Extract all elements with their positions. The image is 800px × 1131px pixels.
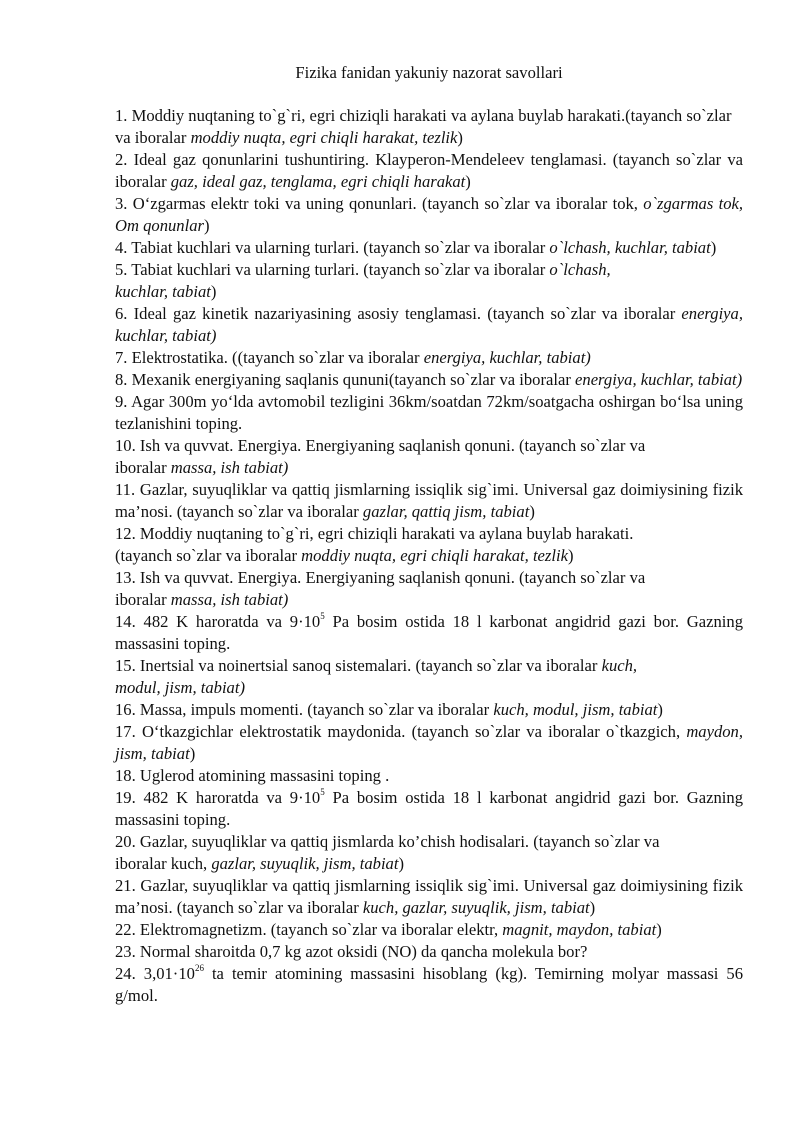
question-text: Tabiat kuchlari va ularning turlari. (tayanch so`zlar va iboralar [131,238,550,257]
question-text: ) [567,546,574,565]
question-number: 19. [115,788,144,807]
question-number: 5. [115,260,132,279]
question-item [115,259,743,303]
question-number: 17. [115,722,142,741]
question-item [115,523,743,567]
question-text: iboralar [115,458,171,477]
question-number: 10. [115,436,140,455]
question-item [115,303,743,347]
question-item [115,721,743,765]
keywords-italic: o`lchash, [549,260,611,279]
question-item [115,193,743,237]
question-number: 6. [115,304,134,323]
question-item [115,611,743,655]
question-text: Agar 300m yo‘lda avtomobil tezligini 36km/soatdan 72km/soatgacha oshirgan bo‘lsa uning tezlanishini toping. [115,392,743,433]
question-text: Inertsial va noinertsial sanoq sistemalari. (tayanch so`zlar va iboralar [139,656,602,675]
question-number: 3. [115,194,133,213]
question-text: ) [589,898,596,917]
keywords-italic: o`zgarmas tok, Om qonunlar [115,194,744,235]
keywords-italic: kuch, gazlar, suyuqlik, jism, tabiat [362,898,590,917]
question-text: Ish va quvvat. Energiya. Energiyaning saqlanish qonuni. (tayanch so`zlar va [139,436,646,455]
question-item [115,919,743,941]
question-text: Mexanik energiyaning saqlanis qununi(tayanch so`zlar va iboralar [131,370,576,389]
keywords-italic: moddiy nuqta, egri chiqli harakat, tezlik [190,128,458,147]
question-item [115,369,743,391]
question-item [115,699,743,721]
question-item [115,435,743,479]
question-text: Massa, impuls momenti. (tayanch so`zlar va iboralar [139,700,494,719]
question-text: Gazlar, suyuqliklar va qattiq jismlarning issiqlik sig`imi. Universal gaz doimiysining fizik ma’nosi. (tayanch so`zlar va iboralar [115,876,743,917]
question-list [115,105,743,1007]
keywords-italic: energiya, kuchlar, tabiat) [423,348,591,367]
question-item [115,655,743,699]
keywords-italic: energiya, kuchlar, tabiat) [575,370,743,389]
question-text: Normal sharoitda 0,7 kg azot oksidi (NO) da qancha molekula bor? [139,942,588,961]
keywords-italic: gazlar, suyuqlik, jism, tabiat [211,854,399,873]
question-text: (tayanch so`zlar va iboralar [115,106,732,147]
keywords-italic: maydon, jism, tabiat [115,722,743,763]
question-number: 2. [115,150,134,169]
question-text: ) [210,282,217,301]
exponent: 5 [320,611,325,622]
question-text: Tabiat kuchlari va ularning turlari. (tayanch so`zlar va iboralar [131,260,550,279]
question-text: 482 K haroratda va 9·10 [143,612,321,631]
question-number: 1. [115,106,132,125]
document-page [115,62,743,1007]
question-item [115,347,743,369]
question-item [115,105,743,149]
question-item [115,237,743,259]
question-number: 22. [115,920,140,939]
question-text: O‘tkazgichlar elektrostatik maydonida. (tayanch so`zlar va iboralar o`tkazgich, [141,722,687,741]
question-text: Ideal gaz kinetik nazariyasining asosiy tenglamasi. (tayanch so`zlar va iboralar [133,304,682,323]
question-text: ) [656,920,662,939]
keywords-italic: kuch, modul, jism, tabiat [493,700,658,719]
question-number: 4. [115,238,132,257]
question-text: ) [457,128,463,147]
question-text: Ish va quvvat. Energiya. Energiyaning saqlanish qonuni. (tayanch so`zlar va [139,568,646,587]
question-item [115,963,743,1007]
question-text: ) [398,854,404,873]
keywords-italic: gazlar, qattiq jism, tabiat [362,502,530,521]
question-text: Moddiy nuqtaning to`g`ri, egri chiziqli harakati va aylana buylab harakati. [131,106,626,125]
question-number: 8. [115,370,132,389]
question-number: 15. [115,656,140,675]
keywords-italic: massa, ish tabiat) [170,458,289,477]
question-number: 7. [115,348,132,367]
keywords-italic: massa, ish tabiat) [170,590,289,609]
question-text: Ideal gaz qonunlarini tushuntiring. Klayperon-Mendeleev tenglamasi. (tayanch so`zlar va iboralar [115,150,744,191]
question-text: ) [529,502,535,521]
question-item [115,479,743,523]
question-text: ) [657,700,663,719]
question-number: 24. [115,964,144,983]
question-text: O‘zgarmas elektr toki va uning qonunlari. (tayanch so`zlar va iboralar tok, [132,194,644,213]
keywords-italic: kuch, [601,656,638,675]
keywords-italic: gaz, ideal gaz, tenglama, egri chiqli harakat [170,172,466,191]
exponent: 26 [194,963,204,974]
question-number: 9. [115,392,132,411]
question-number: 12. [115,524,140,543]
question-item [115,875,743,919]
question-number: 14. [115,612,144,631]
question-text: Gazlar, suyuqliklar va qattiq jismlarda ko’chish hodisalari. (tayanch so`zlar va [139,832,660,851]
question-item [115,391,743,435]
question-text: Elektromagnetizm. (tayanch so`zlar va iboralar elektr, [139,920,503,939]
keywords-italic: o`lchash, kuchlar, tabiat [549,238,711,257]
question-item [115,941,743,963]
exponent: 5 [320,787,325,798]
question-text: iboralar kuch, [115,854,212,873]
question-item [115,765,743,787]
question-number: 11. [115,480,140,499]
question-text: 482 K haroratda va 9·10 [143,788,321,807]
question-number: 21. [115,876,141,895]
question-text: Gazlar, suyuqliklar va qattiq jismlarning issiqlik sig`imi. Universal gaz doimiysining fizik ma’nosi. (tayanch so`zlar va iboralar [115,480,743,521]
keywords-italic: kuchlar, tabiat [115,282,211,301]
question-text: ) [710,238,717,257]
question-number: 16. [115,700,140,719]
question-text: Moddiy nuqtaning to`g`ri, egri chiziqli harakati va aylana buylab harakati. [139,524,634,543]
question-number: 18. [115,766,140,785]
question-item [115,787,743,831]
question-text: Uglerod atomining massasini toping . [139,766,390,785]
keywords-italic: modul, jism, tabiat) [115,678,245,697]
keywords-italic: moddiy nuqta, egri chiqli harakat, tezlik [301,546,568,565]
question-number: 23. [115,942,140,961]
question-text: Pa bosim ostida 18 l karbonat angidrid gazi bor. Gazning massasini toping. [115,612,744,653]
question-text: Elektrostatika. ((tayanch so`zlar va iboralar [131,348,424,367]
question-text: ta temir atomining massasini hisoblang (kg). Temirning molyar massasi 56 g/mol. [115,964,744,1005]
question-number: 13. [115,568,140,587]
document-title: Fizika fanidan yakuniy nazorat savollari [295,63,563,82]
question-item [115,567,743,611]
question-text: ) [203,216,210,235]
question-text: 3,01·10 [143,964,195,983]
question-number: 20. [115,832,140,851]
question-text: Pa bosim ostida 18 l karbonat angidrid gazi bor. Gazning massasini toping. [115,788,744,829]
question-text: ) [465,172,471,191]
keywords-italic: energiya, kuchlar, tabiat) [115,304,743,345]
keywords-italic: magnit, maydon, tabiat [502,920,657,939]
question-text: (tayanch so`zlar va iboralar [115,546,302,565]
question-text: ) [189,744,196,763]
question-item [115,149,743,193]
question-item [115,831,743,875]
question-text: iboralar [115,590,171,609]
